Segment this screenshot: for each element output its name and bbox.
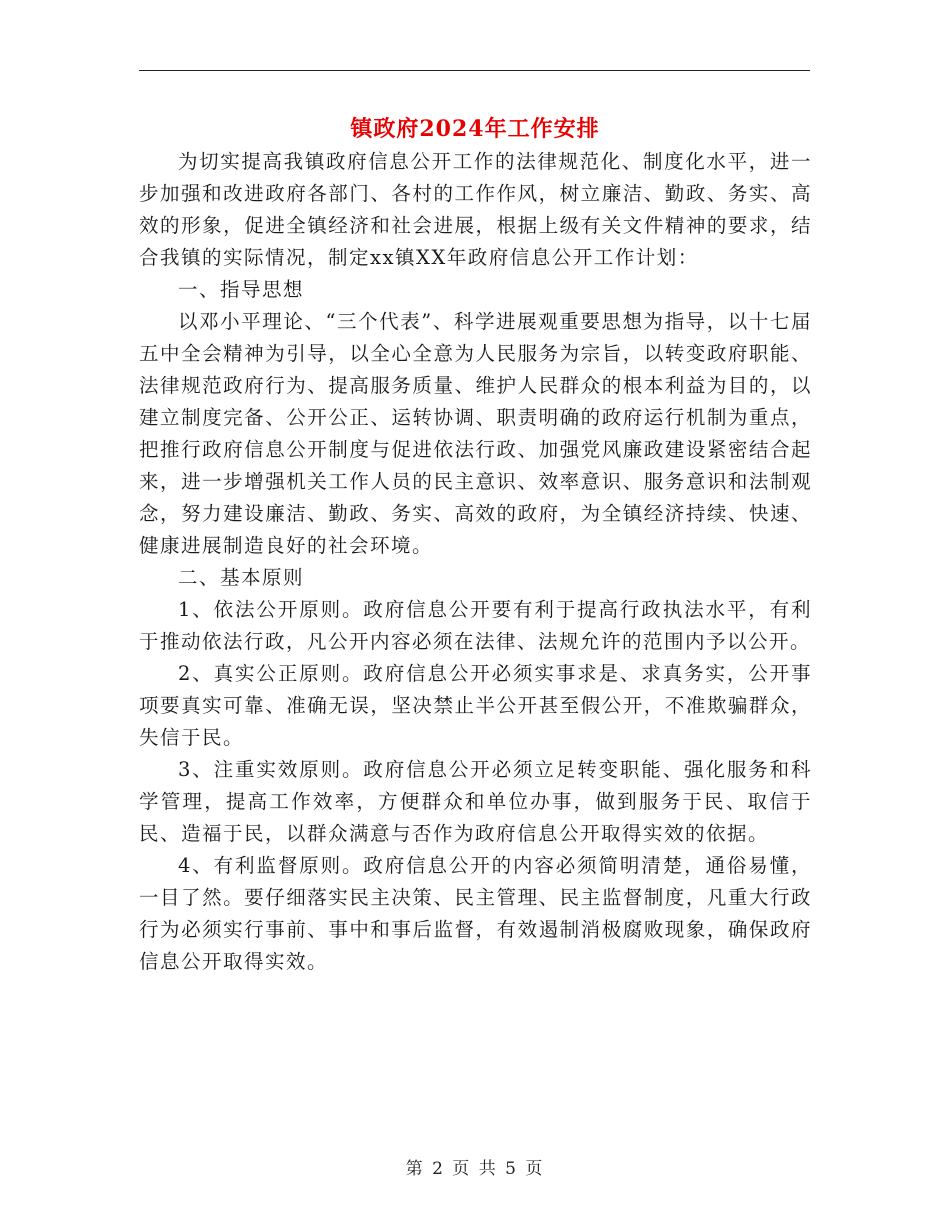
page-number: 第 2 页 共 5 页 [405,1159,545,1179]
principle-4-paragraph: 4、有利监督原则。政府信息公开的内容必须简明清楚，通俗易懂，一目了然。要仔细落实民主决策、民主管理、民主监督制度，凡重大行政行为必须实行事前、事中和事后监督，有效遏制消极腐败现象，确保政府信息公开取得实效。 [139,854,812,973]
header-rule [139,70,810,71]
section-heading-basic-principles: 二、基本原则 [178,566,305,589]
document-title: 镇政府2024年工作安排 [350,116,600,142]
principle-2-paragraph: 2、真实公正原则。政府信息公开必须实事求是、求真务实，公开事项要真实可靠、准确无误，坚决禁止半公开甚至假公开，不准欺骗群众，失信于民。 [139,662,812,749]
guiding-thought-paragraph: 以邓小平理论、“三个代表”、科学进展观重要思想为指导，以十七届五中全会精神为引导，以全心全意为人民服务为宗旨，以转变政府职能、法律规范政府行为、提高服务质量、维护人民群众的根本利益为目的，以建立制度完备、公开公正、运转协调、职责明确的政府运行机制为重点，把推行政府信息公开制度与促进依法行政、加强党风廉政建设紧密结合起来，进一步增强机关工作人员的民主意识、效率意识、服务意识和法制观念，努力建设廉洁、勤政、务实、高效的政府，为全镇经济持续、快速、健康进展制造良好的社会环境。 [139,310,812,557]
principle-1-paragraph: 1、依法公开原则。政府信息公开要有利于提高行政执法水平，有利于推动依法行政，凡公开内容必须在法律、法规允许的范围内予以公开。 [139,598,812,653]
principle-3-paragraph: 3、注重实效原则。政府信息公开必须立足转变职能、强化服务和科学管理，提高工作效率，方便群众和单位办事，做到服务于民、取信于民、造福于民，以群众满意与否作为政府信息公开取得实效的依据。 [139,758,812,845]
document-body [139,146,812,978]
intro-paragraph: 为切实提高我镇政府信息公开工作的法律规范化、制度化水平，进一步加强和改进政府各部门、各村的工作作风，树立廉洁、勤政、务实、高效的形象，促进全镇经济和社会进展，根据上级有关文件精神的要求，结合我镇的实际情况，制定xx镇XX年政府信息公开工作计划： [139,150,812,269]
section-heading-guiding-thought: 一、指导思想 [178,278,305,301]
